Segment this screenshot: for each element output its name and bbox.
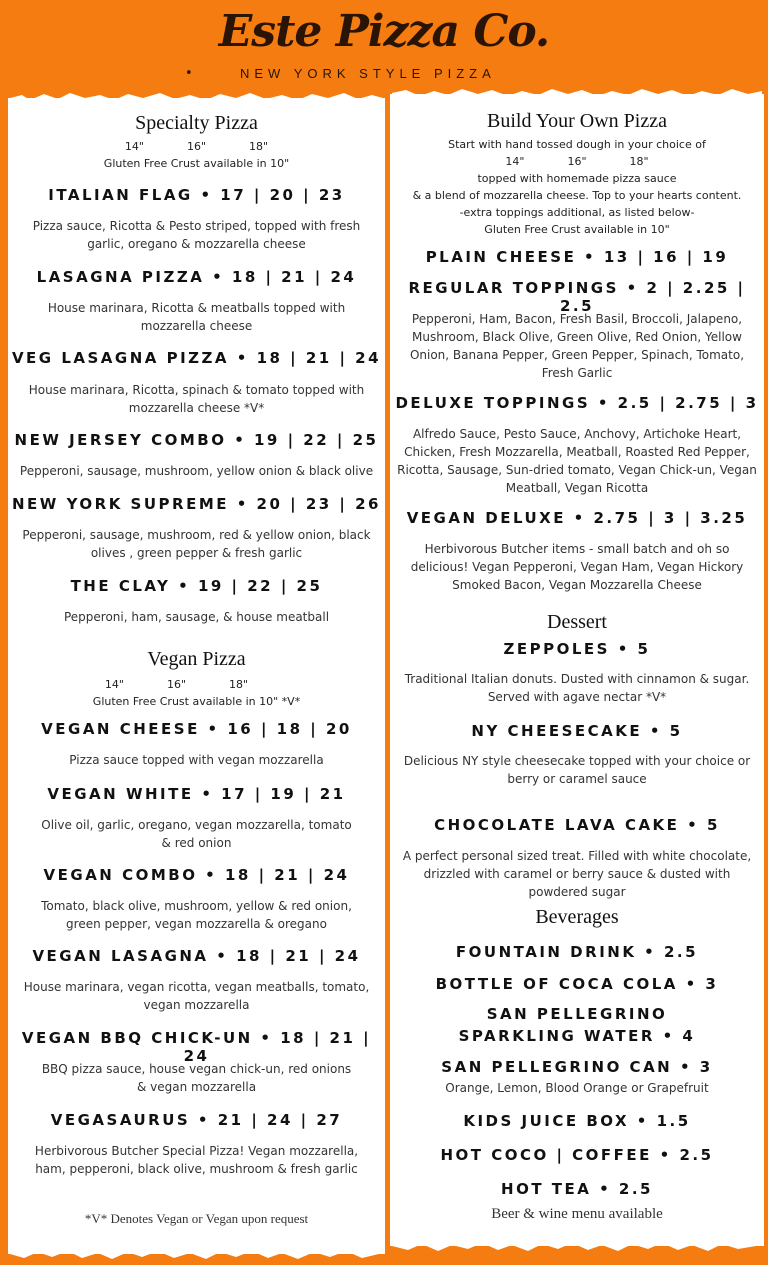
menu-item-desc: Pepperoni, sausage, mushroom, red & yellow onion, black olives , green pepper & fresh garlic (22, 528, 371, 560)
menu-item-name: VEGAN COMBO • 18 | 21 | 24 (43, 866, 350, 884)
dessert-item-desc: Traditional Italian donuts. Dusted with cinnamon & sugar. Served with agave nectar *V* (404, 672, 750, 704)
can-flavors: Orange, Lemon, Blood Orange or Grapefruit (445, 1081, 709, 1095)
dessert-item-name: ZEPPOLES • 5 (503, 640, 651, 658)
vegan-footnote: *V* Denotes Vegan or Vegan upon request (84, 1211, 309, 1226)
plain-cheese-item: PLAIN CHEESE • 13 | 16 | 19 (425, 248, 729, 266)
menu-item-name: VEGAN LASAGNA • 18 | 21 | 24 (32, 947, 361, 965)
menu-item-name: VEGAN BBQ CHICK-UN • 18 | 21 | 24 (21, 1029, 372, 1065)
menu-item-desc: Herbivorous Butcher Special Pizza! Vegan mozzarella, ham, pepperoni, black olive, mushroom & fresh garlic (34, 1144, 359, 1176)
menu-item-name: NEW JERSEY COMBO • 19 | 22 | 25 (14, 431, 379, 449)
byo-sizes (392, 155, 762, 168)
menu-item-desc: Olive oil, garlic, oregano, vegan mozzarella, tomato & red onion (41, 818, 352, 850)
menu-item-desc: Pizza sauce, Ricotta & Pesto striped, topped with fresh garlic, oregano & mozzarella cheese (32, 219, 361, 251)
dessert-item-name: NY CHEESECAKE • 5 (471, 722, 683, 740)
menu-item-desc: Pepperoni, ham, sausage, & house meatball (63, 610, 330, 624)
vegan-deluxe-desc: Herbivorous Butcher items - small batch and oh so delicious! Vegan Pepperoni, Vegan Ham, Vegan Hickory Smoked Bacon, Vegan Mozzarella Cheese (410, 542, 744, 592)
vegan-gf-note: Gluten Free Crust available in 10" *V* (92, 695, 301, 708)
menu-item-name: VEGASAURUS • 21 | 24 | 27 (50, 1111, 343, 1129)
size-18: 18" (249, 140, 269, 153)
beverage-item: HOT TEA • 2.5 (501, 1180, 653, 1198)
byo-intro-2: topped with homemade pizza sauce (477, 172, 677, 185)
menu-item-desc: House marinara, Ricotta & meatballs topped with mozzarella cheese (47, 301, 346, 333)
beverage-item: KIDS JUICE BOX • 1.5 (463, 1112, 691, 1130)
vegan-sizes (10, 678, 383, 691)
menu-item-name: VEG LASAGNA PIZZA • 18 | 21 | 24 (11, 349, 382, 367)
size-16: 16" (166, 678, 187, 691)
beverage-item: BOTTLE OF COCA COLA • 3 (435, 975, 719, 993)
byo-intro-3: & a blend of mozzarella cheese. Top to your hearts content. (412, 189, 742, 202)
menu-item-desc: Pepperoni, sausage, mushroom, yellow onion & black olive (19, 464, 374, 478)
beverage-item: SAN PELLEGRINO CAN • 3 (441, 1058, 713, 1076)
menu-item-name: ITALIAN FLAG • 17 | 20 | 23 (48, 186, 345, 204)
beverage-item: SAN PELLEGRINO (486, 1005, 668, 1023)
menu-item-name: VEGAN WHITE • 17 | 19 | 21 (47, 785, 346, 803)
restaurant-tagline: NEW YORK STYLE PIZZA (240, 66, 496, 81)
size-18: 18" (229, 678, 249, 691)
beverage-item: SPARKLING WATER • 4 (458, 1027, 696, 1045)
dessert-item-desc: A perfect personal sized treat. Filled with white chocolate, drizzled with caramel or berry sauce & dusted with powdered sugar (402, 849, 752, 899)
specialty-title: Specialty Pizza (135, 112, 258, 134)
dessert-item-desc: Delicious NY style cheesecake topped with your choice or berry or caramel sauce (403, 754, 751, 786)
byo-intro-4: -extra toppings additional, as listed below- (459, 206, 695, 219)
size-14: 14" (104, 678, 124, 691)
torn-edge-top (392, 88, 762, 100)
menu-item-desc: House marinara, Ricotta, spinach & tomato topped with mozzarella cheese *V* (28, 383, 365, 415)
beverages-title: Beverages (535, 906, 619, 928)
menu-item-desc: Pizza sauce topped with vegan mozzarella (69, 753, 324, 767)
restaurant-name: Este Pizza Co. (218, 6, 550, 57)
menu-item-name: THE CLAY • 19 | 22 | 25 (70, 577, 323, 595)
beverage-item: FOUNTAIN DRINK • 2.5 (455, 943, 699, 961)
menu-item-name: NEW YORK SUPREME • 20 | 23 | 26 (12, 495, 381, 513)
menu-item-desc: Tomato, black olive, mushroom, yellow & red onion, green pepper, vegan mozzarella & oregano (41, 899, 352, 931)
specialty-sizes (10, 140, 383, 153)
dessert-title: Dessert (547, 611, 607, 633)
vegan-title: Vegan Pizza (147, 648, 246, 670)
byo-intro-1: Start with hand tossed dough in your choice of (448, 138, 706, 151)
byo-title: Build Your Own Pizza (486, 110, 667, 132)
header-bullet: • (185, 66, 193, 81)
menu-item-name: LASAGNA PIZZA • 18 | 21 | 24 (36, 268, 357, 286)
size-14: 14" (124, 140, 144, 153)
left-menu-panel (10, 100, 383, 1252)
size-16: 16" (567, 155, 587, 168)
regular-toppings-item: REGULAR TOPPINGS • 2 | 2.25 | 2.5 (408, 279, 746, 315)
beer-wine-note: Beer & wine menu available (491, 1206, 663, 1222)
deluxe-toppings-desc: Alfredo Sauce, Pesto Sauce, Anchovy, Artichoke Heart, Chicken, Fresh Mozzarella, Meatball, Roasted Red Pepper, Ricotta, Sausage, Sun-dried tomato, Vegan Chick-un, Vegan Meatball, Vegan Ricotta (397, 427, 757, 495)
torn-edge-bottom (10, 1248, 383, 1260)
size-18: 18" (629, 155, 649, 168)
vegan-deluxe-item: VEGAN DELUXE • 2.75 | 3 | 3.25 (406, 509, 748, 527)
menu-item-desc: BBQ pizza sauce, house vegan chick-un, red onions & vegan mozzarella (41, 1062, 352, 1094)
size-14: 14" (505, 155, 525, 168)
deluxe-toppings-item: DELUXE TOPPINGS • 2.5 | 2.75 | 3 (395, 394, 759, 412)
specialty-gf-note: Gluten Free Crust available in 10" (103, 157, 290, 170)
dessert-item-name: CHOCOLATE LAVA CAKE • 5 (434, 816, 720, 834)
menu-item-name: VEGAN CHEESE • 16 | 18 | 20 (41, 720, 352, 738)
regular-toppings-desc: Pepperoni, Ham, Bacon, Fresh Basil, Broccoli, Jalapeno, Mushroom, Black Olive, Green Olive, Red Onion, Yellow Onion, Banana Pepper, Green Pepper, Spinach, Tomato, Fresh Garlic (409, 312, 745, 380)
beverage-item: HOT COCO | COFFEE • 2.5 (440, 1146, 714, 1164)
right-menu-panel (392, 96, 762, 1244)
torn-edge-bottom (392, 1240, 762, 1252)
torn-edge-top (10, 92, 383, 104)
size-16: 16" (186, 140, 207, 153)
byo-gf-note: Gluten Free Crust available in 10" (484, 223, 670, 236)
menu-item-desc: House marinara, vegan ricotta, vegan meatballs, tomato, vegan mozzarella (23, 980, 370, 1012)
